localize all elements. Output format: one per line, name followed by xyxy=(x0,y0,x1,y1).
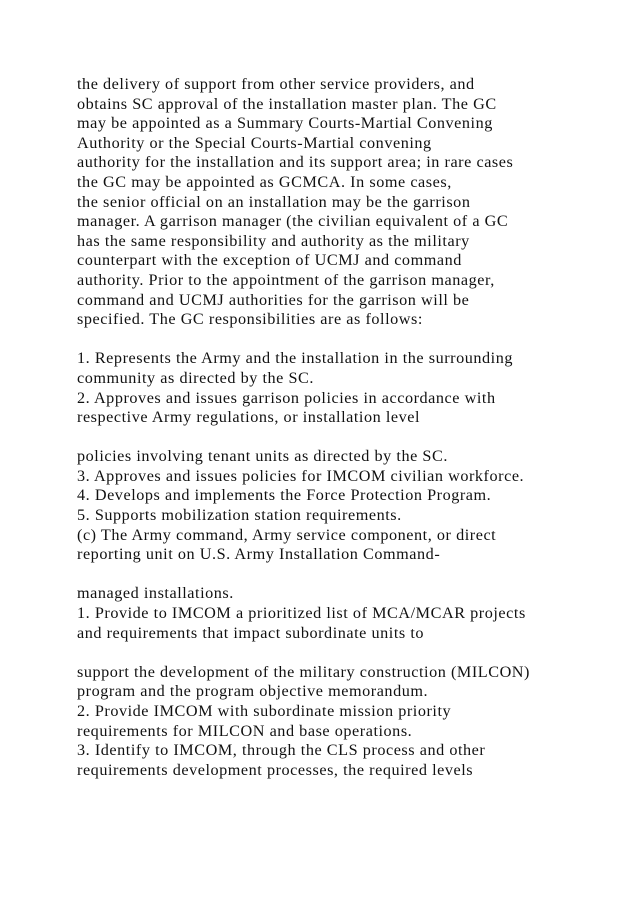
text-line: program and the program objective memorandum. xyxy=(77,682,429,701)
blank-line xyxy=(77,565,617,585)
text-line: respective Army regulations, or installation level xyxy=(77,408,421,427)
text-line: 3. Approves and issues policies for IMCOM civilian workforce. xyxy=(77,466,525,485)
text-line: the delivery of support from other service providers, and xyxy=(77,75,475,93)
text-line: 1. Represents the Army and the installation in the surrounding xyxy=(77,349,514,368)
text-line: the GC may be appointed as GCMCA. In some cases, xyxy=(77,172,452,191)
text-line: 2. Provide IMCOM with subordinate mission priority xyxy=(77,702,452,720)
text-line: has the same responsibility and authority as the military xyxy=(77,231,470,250)
text-line: 5. Supports mobilization station requirements. xyxy=(77,506,402,525)
text-line: command and UCMJ authorities for the garrison will be xyxy=(77,290,470,309)
text-line: managed installations. xyxy=(77,584,234,603)
blank-line xyxy=(77,643,617,663)
blank-line xyxy=(77,330,617,350)
text-line: counterpart with the exception of UCMJ and command xyxy=(77,251,462,270)
text-line: 1. Provide to IMCOM a prioritized list of MCA/MCAR projects xyxy=(77,604,526,623)
text-line: obtains SC approval of the installation master plan. The GC xyxy=(77,94,497,113)
text-line: reporting unit on U.S. Army Installation Command- xyxy=(77,545,441,564)
text-line: (c) The Army command, Army service component, or direct xyxy=(77,525,497,544)
text-line: requirements development processes, the required levels xyxy=(77,760,474,779)
blank-line xyxy=(77,428,617,448)
text-line: authority for the installation and its support area; in rare cases xyxy=(77,153,514,172)
text-line: and requirements that impact subordinate units to xyxy=(77,623,425,642)
text-line: may be appointed as a Summary Courts-Martial Convening xyxy=(77,114,493,133)
text-line: 4. Develops and implements the Force Protection Program. xyxy=(77,486,492,505)
text-line: manager. A garrison manager (the civilian equivalent of a GC xyxy=(77,212,509,231)
text-line: support the development of the military construction (MILCON) xyxy=(77,662,530,681)
text-line: specified. The GC responsibilities are as follows: xyxy=(77,310,423,329)
text-line: authority. Prior to the appointment of the garrison manager, xyxy=(77,270,495,289)
text-line: policies involving tenant units as directed by the SC. xyxy=(77,447,448,466)
text-line: 2. Approves and issues garrison policies in accordance with xyxy=(77,388,496,407)
text-line: requirements for MILCON and base operations. xyxy=(77,721,413,740)
document-body xyxy=(77,75,617,780)
text-line: the senior official on an installation may be the garrison xyxy=(77,192,471,211)
text-line: Authority or the Special Courts-Martial convening xyxy=(77,133,432,152)
text-line: 3. Identify to IMCOM, through the CLS process and other xyxy=(77,741,486,760)
text-line: community as directed by the SC. xyxy=(77,368,314,387)
